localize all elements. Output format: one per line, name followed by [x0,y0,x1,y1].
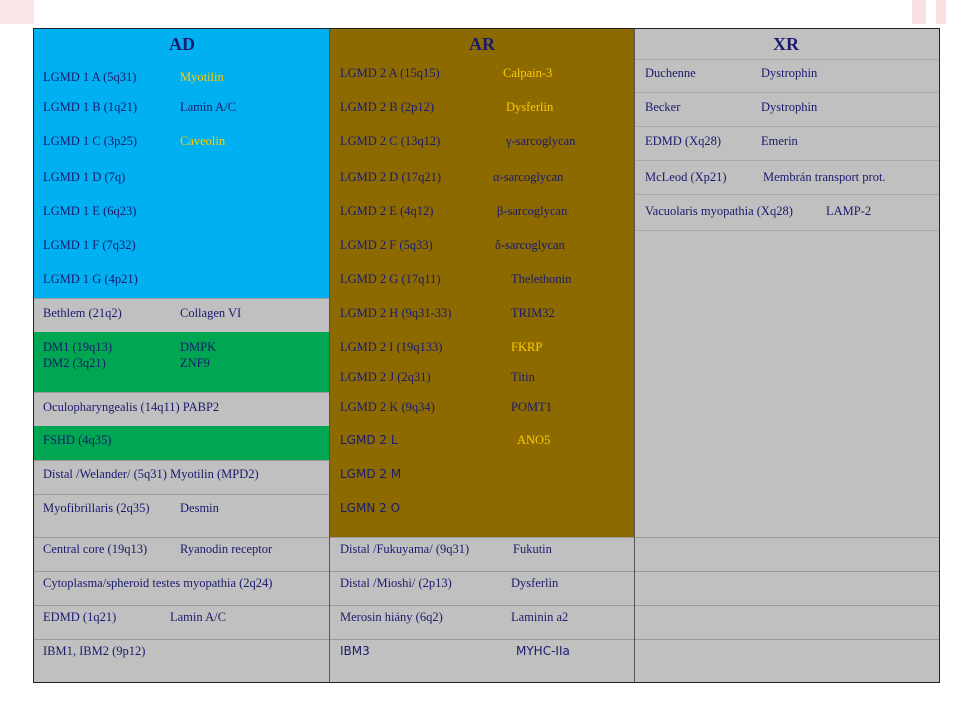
ad-disease: LGMD 1 A (5q31) [43,70,137,84]
ar-gene: β-sarcoglycan [497,204,568,218]
ar-disease: LGMD 2 L [340,433,398,447]
xr-gene: Dystrophin [761,66,818,80]
ad-disease: LGMD 1 C (3p25) [43,134,138,148]
row-divider [635,59,939,60]
ar-disease: LGMD 2 K (9q34) [340,400,435,414]
top-stripe [912,0,926,24]
ar-gene: Fukutin [513,542,552,556]
ar-disease: LGMD 2 J (2q31) [340,370,431,384]
row-divider [635,126,939,127]
top-stripe [0,0,34,24]
ad-gene: Lamin A/C [170,610,226,624]
ar-gene: Dysferlin [506,100,554,114]
ad-disease: Cytoplasma/spheroid testes myopathia (2q24) [43,576,273,590]
ad-disease: Bethlem (21q2) [43,306,122,320]
ar-disease: LGMD 2 E (4q12) [340,204,434,218]
ar-gene: TRIM32 [511,306,555,320]
xr-disease: Duchenne [645,66,696,80]
ar-disease: LGMD 2 I (19q133) [340,340,443,354]
ad-gene: ZNF9 [180,356,210,370]
ad-gene: Lamin A/C [180,100,236,114]
xr-gene: Emerin [761,134,798,148]
ar-gene: Titin [511,370,535,384]
ar-disease: LGMD 2 B (2p12) [340,100,435,114]
ad-disease: LGMD 1 F (7q32) [43,238,136,252]
ad-disease: LGMD 1 G (4p21) [43,272,138,286]
ar-gene: Calpain-3 [503,66,553,80]
ad-gene: Caveolin [180,134,226,148]
ad-disease: LGMD 1 E (6q23) [43,204,137,218]
ar-gene: FKRP [511,340,543,354]
row-divider [34,494,330,495]
ar-disease: LGMD 2 M [340,467,402,481]
row-divider [635,230,939,231]
row-divider [34,460,330,461]
xr-disease: EDMD (Xq28) [645,134,722,148]
row-divider [34,605,939,606]
ar-disease: Distal /Fukuyama/ (9q31) [340,542,470,556]
row-divider [635,160,939,161]
row-divider [635,194,939,195]
ar-gene: POMT1 [511,400,552,414]
ar-gene: δ-sarcoglycan [495,238,565,252]
ar-disease: IBM3 [340,644,370,658]
ar-gene: γ-sarcoglycan [506,134,576,148]
header-xr: XR [773,34,799,54]
ar-disease: Distal /Mioshi/ (2p13) [340,576,452,590]
ad-gene: Desmin [180,501,219,515]
top-stripe [936,0,946,24]
row-divider [34,298,330,299]
row-divider [34,571,939,572]
ar-disease: LGMD 2 A (15q15) [340,66,440,80]
xr-gene: Membrán transport prot. [763,170,886,184]
ad-disease: Oculopharyngealis (14q11) PABP2 [43,400,220,414]
ar-disease: Merosin hiány (6q2) [340,610,443,624]
ad-gene: Myotilin [180,70,224,84]
ar-disease: LGMD 2 D (17q21) [340,170,442,184]
row-divider [34,392,330,393]
xr-gene: Dystrophin [761,100,818,114]
row-divider [34,639,939,640]
ad-disease: EDMD (1q21) [43,610,117,624]
ad-disease: LGMD 1 D (7q) [43,170,126,184]
ad-disease: FSHD (4q35) [43,433,112,447]
ar-gene: Laminin a2 [511,610,569,624]
xr-disease: Becker [645,100,681,114]
ad-disease: Myofibrillaris (2q35) [43,501,150,515]
ar-gene: Thelethonin [511,272,572,286]
ar-disease: LGMN 2 O [340,501,401,515]
xr-disease: Vacuolaris myopathia (Xq28) [645,204,793,218]
column-divider [329,29,330,682]
xr-disease: McLeod (Xp21) [645,170,727,184]
ar-disease: LGMD 2 F (5q33) [340,238,433,252]
ad-disease: IBM1, IBM2 (9p12) [43,644,146,658]
ar-disease: LGMD 2 G (17q11) [340,272,441,286]
ad-gene: Collagen VI [180,306,242,320]
ad-disease: DM2 (3q21) [43,356,106,370]
ar-gene: α-sarcoglycan [493,170,564,184]
header-ar: AR [469,34,495,54]
header-ad: AD [169,34,195,54]
ad-gene: DMPK [180,340,217,354]
ad-disease: DM1 (19q13) [43,340,113,354]
row-divider [34,537,939,538]
ad-disease: Central core (19q13) [43,542,148,556]
ar-gene: Dysferlin [511,576,559,590]
ar-gene: MYHC-IIa [516,644,570,658]
ad-gene: Ryanodin receptor [180,542,273,556]
column-divider [634,29,635,682]
ar-gene: ANO5 [517,433,551,447]
row-divider [635,92,939,93]
ar-disease: LGMD 2 H (9q31-33) [340,306,452,320]
xr-gene: LAMP-2 [826,204,872,218]
ad-disease: LGMD 1 B (1q21) [43,100,138,114]
ad-disease: Distal /Welander/ (5q31) Myotilin (MPD2) [43,467,259,481]
ar-disease: LGMD 2 C (13q12) [340,134,441,148]
